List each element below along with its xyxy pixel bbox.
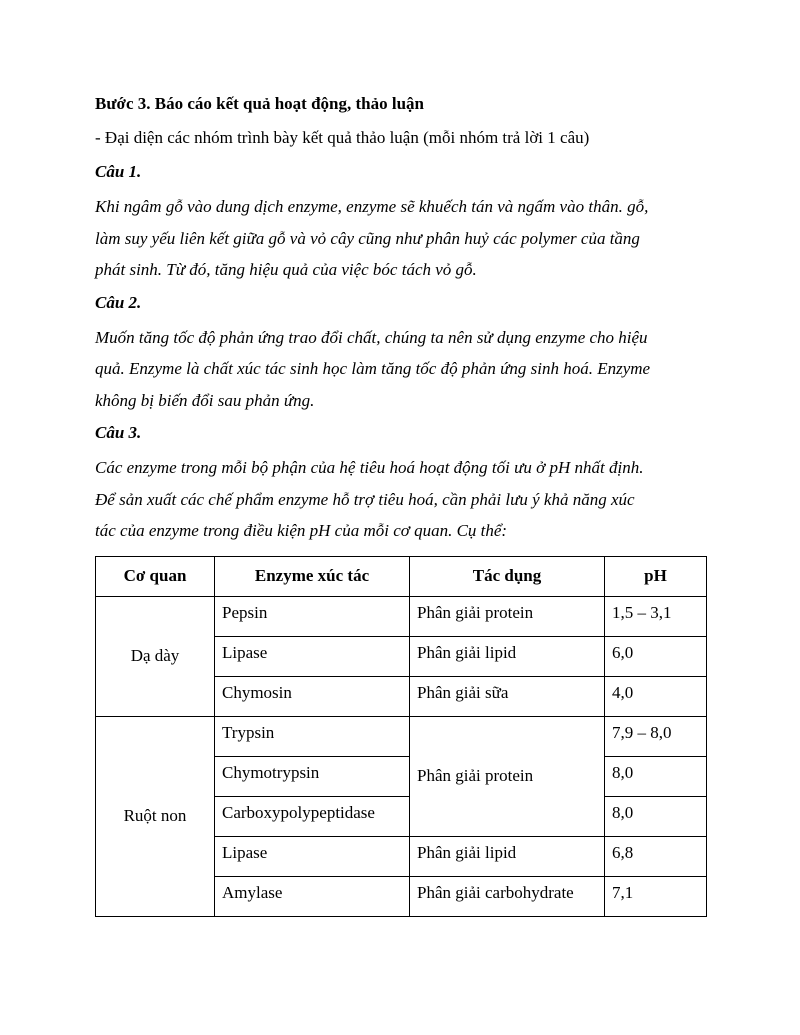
enzyme-cell: Lipase (215, 636, 410, 676)
effect-cell: Phân giải carbohydrate (410, 876, 605, 916)
enzyme-cell: Lipase (215, 836, 410, 876)
question-3-answer (95, 452, 707, 547)
ph-cell: 7,9 – 8,0 (605, 716, 707, 756)
answer-line: Muốn tăng tốc độ phản ứng trao đổi chất, chúng ta nên sử dụng enzyme cho hiệu (95, 327, 648, 347)
ph-cell: 6,0 (605, 636, 707, 676)
enzyme-cell: Pepsin (215, 596, 410, 636)
answer-line: Các enzyme trong mỗi bộ phận của hệ tiêu hoá hoạt động tối ưu ở pH nhất định. (95, 458, 644, 477)
intro-text: - Đại diện các nhóm trình bày kết quả thảo luận (mỗi nhóm trả lời 1 câu) (95, 128, 590, 147)
ph-cell: 4,0 (605, 676, 707, 716)
table-row (96, 716, 707, 756)
effect-cell: Phân giải sữa (410, 676, 605, 716)
organ-cell: Ruột non (96, 716, 215, 916)
ph-cell: 7,1 (605, 876, 707, 916)
enzyme-cell: Trypsin (215, 716, 410, 756)
ph-cell: 8,0 (605, 796, 707, 836)
header-enzyme: Enzyme xúc tác (215, 556, 410, 596)
table-row (96, 596, 707, 636)
header-organ: Cơ quan (96, 556, 215, 596)
question-3-label: Câu 3. (95, 423, 142, 442)
answer-line: không bị biến đổi sau phản ứng. (95, 390, 315, 410)
enzyme-table (95, 556, 707, 917)
enzyme-cell: Carboxypolypeptidase (215, 796, 410, 836)
answer-line: Khi ngâm gỗ vào dung dịch enzyme, enzyme sẽ khuếch tán và ngấm vào thân. gỗ, (95, 197, 649, 216)
step-title: Bước 3. Báo cáo kết quả hoạt động, thảo luận (95, 94, 424, 113)
question-2-label: Câu 2. (95, 292, 142, 312)
answer-line: làm suy yếu liên kết giữa gỗ và vỏ cây cũng như phân huỷ các polymer của tầng (95, 228, 640, 248)
question-1-label: Câu 1. (95, 162, 142, 181)
header-effect: Tác dụng (410, 556, 605, 596)
organ-cell: Dạ dày (96, 596, 215, 716)
enzyme-cell: Chymotrypsin (215, 756, 410, 796)
enzyme-cell: Chymosin (215, 676, 410, 716)
ph-cell: 6,8 (605, 836, 707, 876)
document-page (95, 91, 707, 917)
answer-line: phát sinh. Từ đó, tăng hiệu quả của việc bóc tách vỏ gỗ. (95, 260, 477, 279)
answer-line: quả. Enzyme là chất xúc tác sinh học làm tăng tốc độ phản ứng sinh hoá. Enzyme (95, 359, 651, 378)
table-header-row (96, 556, 707, 596)
ph-cell: 1,5 – 3,1 (605, 596, 707, 636)
question-2-answer (95, 322, 707, 417)
effect-cell: Phân giải lipid (410, 636, 605, 676)
effect-cell: Phân giải protein (410, 596, 605, 636)
ph-cell: 8,0 (605, 756, 707, 796)
answer-line: tác của enzyme trong điều kiện pH của mỗi cơ quan. Cụ thể: (95, 521, 508, 540)
enzyme-cell: Amylase (215, 876, 410, 916)
effect-cell: Phân giải lipid (410, 836, 605, 876)
effect-cell: Phân giải protein (410, 716, 605, 836)
question-1-answer (95, 191, 707, 286)
answer-line: Để sản xuất các chế phẩm enzyme hỗ trợ tiêu hoá, cần phải lưu ý khả năng xúc (95, 489, 635, 509)
header-ph: pH (605, 556, 707, 596)
